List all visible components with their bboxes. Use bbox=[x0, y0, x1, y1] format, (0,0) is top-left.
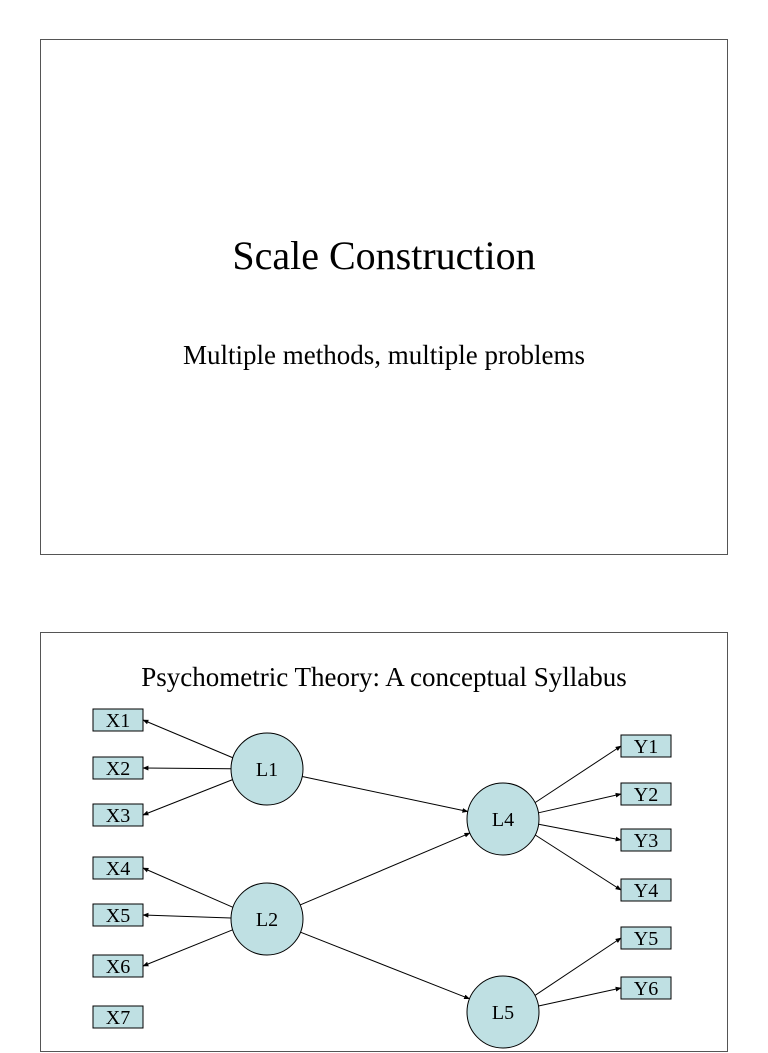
observed-label: X5 bbox=[105, 905, 131, 927]
observed-node-x5 bbox=[93, 904, 143, 927]
latent-label: L5 bbox=[491, 1002, 515, 1024]
observed-label: Y1 bbox=[633, 736, 659, 758]
arrow-l5-to-y6 bbox=[539, 988, 621, 1006]
observed-node-y6 bbox=[621, 977, 671, 1000]
observed-node-x7 bbox=[93, 1006, 143, 1029]
observed-node-y4 bbox=[621, 879, 671, 902]
arrow-l5-to-y5 bbox=[535, 938, 621, 995]
latent-node-l2 bbox=[231, 883, 303, 955]
observed-label: X2 bbox=[105, 758, 131, 780]
arrow-l1-to-x2 bbox=[143, 768, 231, 769]
latent-label: L1 bbox=[255, 759, 279, 781]
observed-node-y5 bbox=[621, 927, 671, 950]
arrow-l2-to-x6 bbox=[143, 930, 233, 966]
observed-node-x4 bbox=[93, 857, 143, 880]
observed-label: Y4 bbox=[633, 880, 659, 902]
arrow-l4-to-y4 bbox=[535, 835, 621, 890]
observed-label: X1 bbox=[105, 710, 131, 732]
arrow-l2-to-l4 bbox=[300, 833, 470, 905]
observed-label: Y2 bbox=[633, 784, 659, 806]
observed-node-x1 bbox=[93, 709, 143, 732]
arrow-l2-to-l5 bbox=[300, 932, 469, 999]
syllabus-slide bbox=[40, 632, 728, 1052]
observed-label: Y6 bbox=[633, 978, 659, 1000]
observed-node-x3 bbox=[93, 804, 143, 827]
latent-label: L2 bbox=[255, 909, 279, 931]
slide-subtitle: Multiple methods, multiple problems bbox=[183, 340, 585, 370]
observed-node-x2 bbox=[93, 757, 143, 780]
arrow-l4-to-y3 bbox=[539, 824, 621, 840]
arrow-l1-to-l4 bbox=[302, 776, 468, 811]
title-slide bbox=[40, 39, 728, 555]
observed-label: Y5 bbox=[633, 928, 659, 950]
arrow-l2-to-x5 bbox=[143, 915, 231, 918]
observed-label: Y3 bbox=[633, 830, 659, 852]
arrow-l1-to-x3 bbox=[143, 780, 233, 815]
latent-node-l5 bbox=[467, 976, 539, 1048]
arrow-l4-to-y2 bbox=[538, 794, 621, 813]
observed-label: X3 bbox=[105, 805, 131, 827]
arrow-l4-to-y1 bbox=[535, 746, 621, 803]
arrow-l2-to-x4 bbox=[143, 868, 233, 907]
observed-node-y2 bbox=[621, 783, 671, 806]
latent-label: L4 bbox=[491, 809, 515, 831]
latent-node-l4 bbox=[467, 783, 539, 855]
observed-label: X4 bbox=[105, 858, 131, 880]
latent-node-l1 bbox=[231, 733, 303, 805]
arrow-l1-to-x1 bbox=[143, 720, 233, 758]
observed-node-y3 bbox=[621, 829, 671, 852]
slide-title: Scale Construction bbox=[232, 233, 536, 278]
edges-layer bbox=[143, 720, 621, 1006]
observed-node-x6 bbox=[93, 955, 143, 978]
path-diagram bbox=[41, 633, 729, 1053]
observed-label: X6 bbox=[105, 956, 131, 978]
nodes-layer bbox=[93, 709, 671, 1048]
observed-label: X7 bbox=[105, 1007, 131, 1029]
observed-node-y1 bbox=[621, 735, 671, 758]
diagram-title: Psychometric Theory: A conceptual Syllabus bbox=[141, 662, 627, 692]
